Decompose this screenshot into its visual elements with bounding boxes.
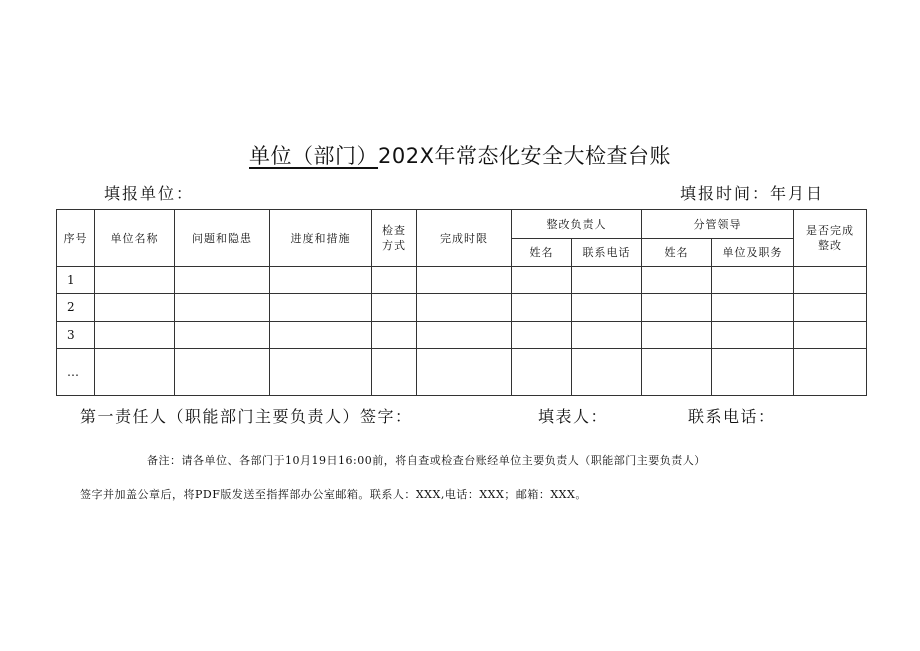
cell-rectified[interactable] [794,294,867,322]
cell-unit-name[interactable] [95,349,175,396]
cell-supervisor-name[interactable] [642,322,712,349]
cell-deadline[interactable] [417,267,512,294]
cell-progress[interactable] [270,267,372,294]
cell-unit-name[interactable] [95,267,175,294]
ledger-table [56,209,867,396]
cell-unit-name[interactable] [95,322,175,349]
header-seq: 序号 [57,210,95,267]
header-rectifier-phone: 联系电话 [572,239,642,267]
cell-rectifier-phone[interactable] [572,322,642,349]
table-row [57,349,867,396]
header-progress: 进度和措施 [270,210,372,267]
page-title [0,143,920,169]
cell-problem[interactable] [175,322,270,349]
row-seq: 1 [57,267,95,294]
cell-supervisor-name[interactable] [642,349,712,396]
first-responsible-signature-label: 第一责任人（职能部门主要负责人）签字： [80,407,413,426]
note-line-1: 备注：请各单位、各部门于10月19日16:00前，将自查或检查台账经单位主要负责人（职能部门主要负责人） [147,454,706,467]
header-rectifier: 整改负责人 [512,210,642,239]
cell-supervisor-post[interactable] [712,294,794,322]
cell-supervisor-post[interactable] [712,349,794,396]
cell-deadline[interactable] [417,349,512,396]
cell-check-method[interactable] [372,349,417,396]
fill-unit-label: 填报单位： [104,184,195,203]
cell-rectifier-name[interactable] [512,294,572,322]
cell-problem[interactable] [175,294,270,322]
header-rectified: 是否完成整改 [794,210,867,267]
cell-supervisor-name[interactable] [642,267,712,294]
cell-progress[interactable] [270,349,372,396]
cell-rectifier-name[interactable] [512,267,572,294]
header-supervisor-name: 姓名 [642,239,712,267]
row-seq: … [57,349,95,396]
cell-rectifier-phone[interactable] [572,267,642,294]
cell-rectifier-name[interactable] [512,349,572,396]
fill-time-label: 填报时间：年月日 [680,184,825,203]
cell-progress[interactable] [270,294,372,322]
row-seq: 3 [57,322,95,349]
cell-check-method[interactable] [372,267,417,294]
cell-check-method[interactable] [372,294,417,322]
table-row [57,294,867,322]
cell-rectifier-phone[interactable] [572,349,642,396]
cell-unit-name[interactable] [95,294,175,322]
cell-deadline[interactable] [417,322,512,349]
cell-problem[interactable] [175,267,270,294]
cell-problem[interactable] [175,349,270,396]
cell-supervisor-post[interactable] [712,322,794,349]
cell-progress[interactable] [270,322,372,349]
cell-deadline[interactable] [417,294,512,322]
header-deadline: 完成时限 [417,210,512,267]
table-row [57,267,867,294]
title-main-part: 202X年常态化安全大检查台账 [378,144,671,168]
table-row [57,322,867,349]
header-check-method: 检查方式 [372,210,417,267]
header-supervisor-post: 单位及职务 [712,239,794,267]
header-rectifier-name: 姓名 [512,239,572,267]
header-unit-name: 单位名称 [95,210,175,267]
cell-rectified[interactable] [794,322,867,349]
cell-rectified[interactable] [794,267,867,294]
cell-supervisor-post[interactable] [712,267,794,294]
cell-check-method[interactable] [372,322,417,349]
cell-rectifier-phone[interactable] [572,294,642,322]
note-line-2: 签字并加盖公章后，将PDF版发送至指挥部办公室邮箱。联系人：XXX,电话：XXX；邮箱：XXX。 [80,488,587,501]
cell-rectifier-name[interactable] [512,322,572,349]
title-unit-part: 单位（部门） [249,144,379,168]
header-problem: 问题和隐患 [175,210,270,267]
header-supervisor: 分管领导 [642,210,794,239]
cell-rectified[interactable] [794,349,867,396]
cell-supervisor-name[interactable] [642,294,712,322]
form-filler-label: 填表人： [538,407,609,426]
row-seq: 2 [57,294,95,322]
contact-phone-label: 联系电话： [688,407,776,426]
